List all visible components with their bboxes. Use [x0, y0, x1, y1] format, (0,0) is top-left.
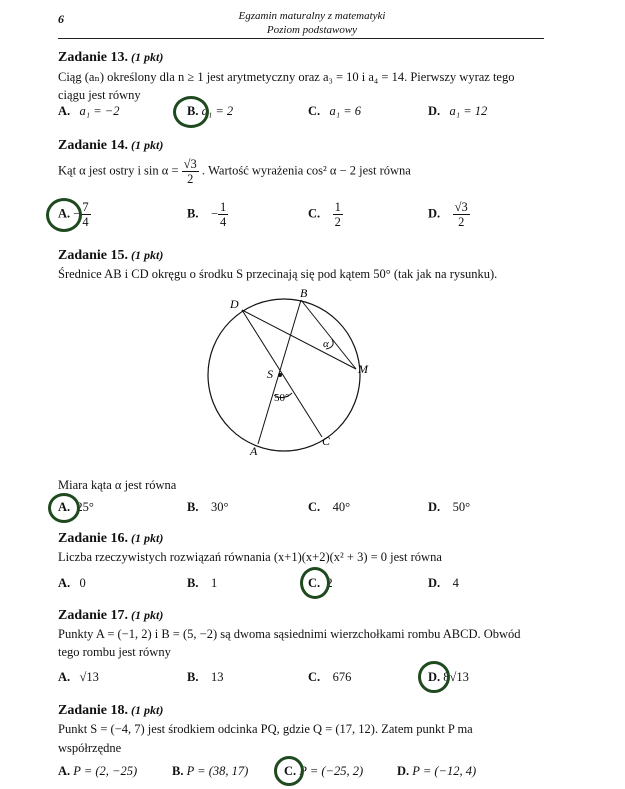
- task-15-points: (1 pkt): [131, 248, 164, 262]
- option-value: 676: [332, 670, 352, 684]
- sin-denominator: 2: [187, 172, 194, 186]
- circle-diagram: [200, 285, 400, 465]
- option-letter: D.: [428, 206, 441, 221]
- task-16-option-b[interactable]: [187, 576, 217, 591]
- task-17-option-c[interactable]: [308, 670, 351, 685]
- option-letter: C.: [308, 576, 321, 590]
- task-16-heading: [58, 531, 163, 547]
- task-15-option-d[interactable]: [428, 500, 470, 515]
- label-alpha: α: [323, 338, 329, 350]
- option-letter: B.: [187, 576, 199, 590]
- task-13-title: Zadanie 13.: [58, 50, 129, 65]
- task-15-stem: Średnice AB i CD okręgu o środku S przecinają się pod kątem 50° (tak jak na rysunku).: [58, 267, 498, 281]
- task-17-option-a[interactable]: [58, 670, 99, 685]
- task-15-title: Zadanie 15.: [58, 248, 129, 263]
- option-denominator: 2: [334, 215, 341, 229]
- label-B: B: [300, 286, 308, 300]
- task-17-heading: [58, 608, 163, 624]
- option-denominator: 2: [458, 215, 465, 229]
- option-letter: D.: [428, 500, 441, 514]
- label-M: M: [358, 362, 368, 376]
- task-15-question: Miara kąta α jest równa: [58, 478, 177, 492]
- option-letter: C.: [308, 500, 321, 514]
- task-13-points: (1 pkt): [131, 50, 164, 64]
- answer-mark-circle: [46, 198, 82, 232]
- task-18-stem-line-1: Punkt S = (−4, 7) jest środkiem odcinka PQ, gdzie Q = (17, 12). Zatem punkt P ma: [58, 722, 473, 736]
- task-14-option-c[interactable]: [308, 200, 343, 229]
- option-letter: B.: [187, 670, 199, 684]
- option-letter: D.: [428, 104, 441, 118]
- option-letter: D.: [397, 764, 410, 778]
- label-D: D: [230, 297, 239, 311]
- option-numerator: √3: [454, 200, 468, 214]
- task-14-option-b[interactable]: [187, 200, 228, 229]
- option-value: 40°: [332, 500, 351, 514]
- option-letter: A.: [58, 670, 71, 684]
- label-A: A: [250, 444, 258, 458]
- option-letter: A.: [58, 764, 71, 778]
- option-letter: D.: [428, 576, 441, 590]
- task-16-points: (1 pkt): [131, 531, 164, 545]
- chord-dm: [242, 310, 356, 369]
- option-value: P = (−12, 4): [412, 764, 477, 778]
- option-letter: B.: [172, 764, 184, 778]
- option-fraction: [218, 200, 228, 229]
- task-13-option-c[interactable]: [308, 104, 361, 119]
- header-line-1: Egzamin maturalny z matematyki: [238, 10, 386, 22]
- option-letter: B.: [187, 206, 199, 221]
- task-13-stem-line-1: Ciąg (aₙ) określony dla n ≥ 1 jest arytmetyczny oraz a₃ = 10 i a₄ = 14. Pierwszy wyraz tego: [58, 70, 515, 84]
- task-14-stem-a: Kąt α jest ostry i sin α =: [58, 163, 179, 178]
- task-17-stem-line-2: tego rombu jest równy: [58, 645, 171, 659]
- answer-mark-circle: [418, 661, 450, 693]
- option-letter: B.: [187, 104, 199, 118]
- task-13-option-d[interactable]: [428, 104, 487, 119]
- task-16-option-a[interactable]: [58, 576, 86, 591]
- task-16-option-d[interactable]: [428, 576, 459, 591]
- option-value: 1: [210, 576, 218, 590]
- task-13-stem-line-2: ciągu jest równy: [58, 88, 141, 102]
- task-17-title: Zadanie 17.: [58, 608, 129, 623]
- header-line-2: Poziom podstawowy: [266, 24, 358, 36]
- option-numerator: 1: [334, 200, 341, 214]
- task-14-stem-b: . Wartość wyrażenia cos² α − 2 jest równa: [201, 163, 411, 178]
- task-14-title: Zadanie 14.: [58, 138, 129, 153]
- option-sign: −: [73, 206, 81, 221]
- option-letter: D.: [428, 670, 441, 684]
- option-letter: B.: [187, 500, 199, 514]
- header-rule: [58, 38, 544, 39]
- task-14-option-d[interactable]: [428, 200, 470, 229]
- task-13-option-a[interactable]: [58, 104, 120, 119]
- option-letter: A.: [58, 104, 71, 118]
- label-50-degrees: 50°: [274, 392, 290, 404]
- option-letter: C.: [308, 104, 321, 118]
- task-13-heading: [58, 50, 163, 66]
- task-16-title: Zadanie 16.: [58, 531, 129, 546]
- task-18-title: Zadanie 18.: [58, 703, 129, 718]
- task-14-stem: [58, 157, 411, 186]
- option-value: 25°: [76, 500, 94, 514]
- sin-numerator: √3: [183, 157, 197, 171]
- option-value: P = (−25, 2): [299, 764, 364, 778]
- task-18-stem-line-2: współrzędne: [58, 741, 122, 755]
- option-value: 13: [210, 670, 224, 684]
- option-letter: A.: [58, 206, 71, 221]
- task-17-points: (1 pkt): [131, 608, 164, 622]
- answer-mark-circle: [274, 756, 304, 786]
- task-18-option-d[interactable]: [397, 764, 476, 779]
- task-17-stem-line-1: Punkty A = (−1, 2) i B = (5, −2) są dwoma sąsiednimi wierzchołkami rombu ABCD. Obwód: [58, 627, 521, 641]
- option-letter: C.: [308, 206, 321, 221]
- option-value: a₁ = 2: [201, 104, 234, 118]
- option-value: √13: [79, 670, 99, 684]
- task-14-heading: [58, 138, 163, 154]
- answer-mark-circle: [300, 567, 333, 599]
- option-denominator: 4: [220, 215, 227, 229]
- answer-mark-circle: [48, 493, 80, 523]
- diameter-cd: [242, 310, 322, 437]
- answer-mark-circle: [173, 96, 209, 128]
- option-value: 2: [326, 576, 333, 590]
- task-15-heading: [58, 248, 163, 264]
- label-S: S: [267, 367, 273, 381]
- task-18-option-b[interactable]: [172, 764, 248, 779]
- task-18-points: (1 pkt): [131, 703, 164, 717]
- task-14-points: (1 pkt): [131, 138, 164, 152]
- option-value: 50°: [452, 500, 471, 514]
- option-letter: C.: [284, 764, 297, 778]
- task-17-option-b[interactable]: [187, 670, 223, 685]
- task-16-stem: Liczba rzeczywistych rozwiązań równania (x+1)(x+2)(x² + 3) = 0 jest równa: [58, 550, 442, 564]
- option-value: 0: [79, 576, 86, 590]
- option-letter: A.: [58, 576, 71, 590]
- sin-fraction: [182, 157, 199, 186]
- option-value: 4: [452, 576, 459, 590]
- page-number: 6: [58, 12, 64, 26]
- task-15-option-b[interactable]: [187, 500, 228, 515]
- option-value: 30°: [210, 500, 229, 514]
- center-point: [278, 373, 282, 377]
- option-value: P = (2, −25): [73, 764, 138, 778]
- option-value: 8√13: [443, 670, 469, 684]
- task-18-heading: [58, 703, 163, 719]
- option-value: a₁ = −2: [79, 104, 120, 118]
- option-value: a₁ = 12: [449, 104, 488, 118]
- option-value: P = (38, 17): [186, 764, 249, 778]
- option-value: a₁ = 6: [329, 104, 362, 118]
- option-numerator: 7: [82, 200, 89, 214]
- option-sign: −: [210, 206, 219, 221]
- task-15-option-c[interactable]: [308, 500, 350, 515]
- option-denominator: 4: [82, 215, 89, 229]
- option-letter: C.: [308, 670, 321, 684]
- option-fraction: [333, 200, 343, 229]
- circle-outline: [208, 299, 360, 451]
- option-letter: A.: [58, 500, 71, 514]
- task-18-option-a[interactable]: [58, 764, 137, 779]
- option-fraction: [453, 200, 470, 229]
- option-numerator: 1: [220, 200, 227, 214]
- label-C: C: [322, 434, 331, 448]
